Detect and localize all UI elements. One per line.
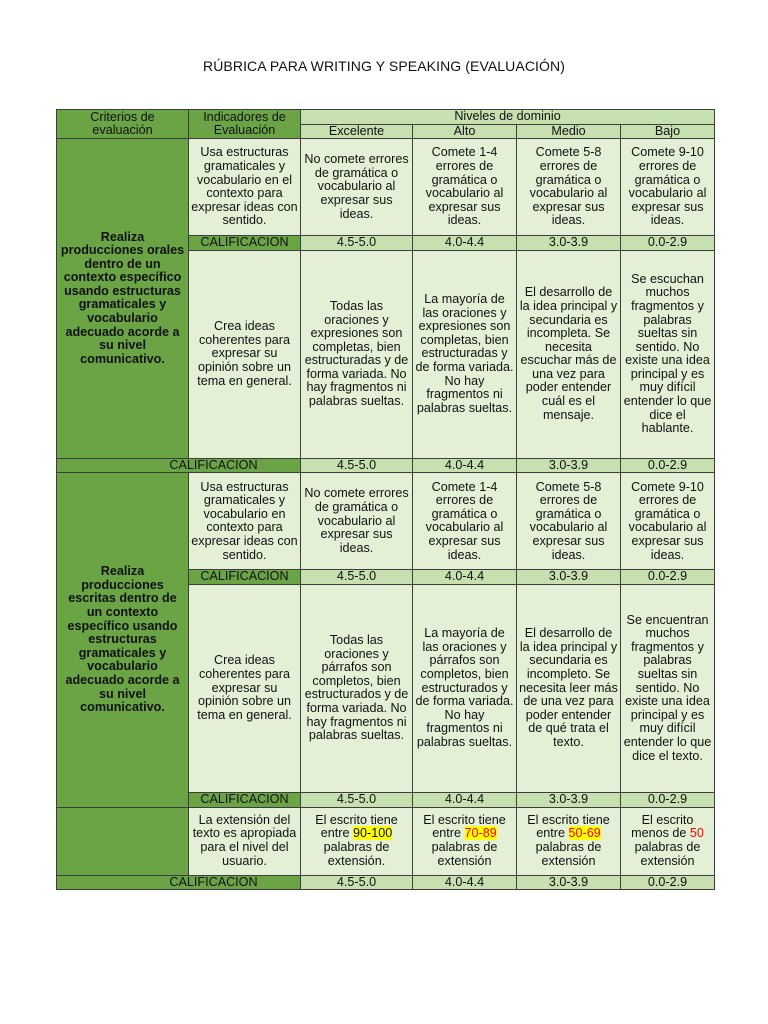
level-cell: La mayoría de las oraciones y expresiones son completas, bien estructuradas y de forma variada. No hay fragmentos ni palabras sueltas.	[413, 250, 517, 458]
grade-alto: 4.0-4.4	[413, 875, 517, 890]
grade-excelente: 4.5-5.0	[301, 875, 413, 890]
highlighted-range: 90-100	[353, 826, 393, 841]
indicator-cell: Crea ideas coherentes para expresar su opinión sobre un tema en general.	[189, 584, 301, 792]
level-cell: Comete 5-8 errores de gramática o vocabulario al expresar sus ideas.	[517, 473, 621, 570]
criterion-oral: Realiza producciones orales dentro de un contexto específico usando estructuras gramaticales y vocabulario adecuado acorde a su nivel comunicativo.	[57, 139, 189, 459]
level-cell: Comete 1-4 errores de gramática o vocabulario al expresar sus ideas.	[413, 473, 517, 570]
grade-excelente: 4.5-5.0	[301, 458, 413, 473]
level-cell: Comete 1-4 errores de gramática o vocabulario al expresar sus ideas.	[413, 139, 517, 236]
criterion-extension-empty	[57, 807, 189, 875]
level-cell: Se encuentran muchos fragmentos y palabras sueltas sin sentido. No existe una idea principal y es muy difícil entender lo que dice el texto.	[621, 584, 715, 792]
highlighted-range: 50-69	[568, 826, 601, 841]
grade-label: CALIFICACION	[57, 458, 301, 473]
grade-bajo: 0.0-2.9	[621, 792, 715, 807]
level-cell: No comete errores de gramática o vocabulario al expresar sus ideas.	[301, 473, 413, 570]
grade-medio: 3.0-3.9	[517, 792, 621, 807]
indicator-cell: Usa estructuras gramaticales y vocabulario en el contexto para expresar ideas con sentido.	[189, 139, 301, 236]
level-cell: Se escuchan muchos fragmentos y palabras sueltas sin sentido. No existe una idea principal y es muy difícil entender lo que dice el hablante.	[621, 250, 715, 458]
level-cell: Todas las oraciones y expresiones son completas, bien estructuradas y de forma variada. No hay fragmentos ni palabras sueltas.	[301, 250, 413, 458]
grade-bajo: 0.0-2.9	[621, 875, 715, 890]
grade-excelente: 4.5-5.0	[301, 792, 413, 807]
grade-medio: 3.0-3.9	[517, 570, 621, 585]
grade-medio: 3.0-3.9	[517, 236, 621, 251]
header-level-medio: Medio	[517, 124, 621, 139]
level-cell: El desarrollo de la idea principal y secundaria es incompleta. Se necesita escuchar más de una vez para poder entender cuál es el mensaje.	[517, 250, 621, 458]
indicator-cell: Crea ideas coherentes para expresar su opinión sobre un tema en general.	[189, 250, 301, 458]
header-criterios: Criterios de evaluación	[57, 110, 189, 139]
page-title: RÚBRICA PARA WRITING Y SPEAKING (EVALUACIÓN)	[203, 58, 565, 74]
rubric-table	[56, 109, 715, 890]
highlighted-range: 50	[689, 826, 704, 841]
grade-alto: 4.0-4.4	[413, 458, 517, 473]
grade-alto: 4.0-4.4	[413, 570, 517, 585]
level-cell: El escrito tiene entre 50-69 palabras de extensión	[517, 807, 621, 875]
level-cell: La mayoría de las oraciones y párrafos son completos, bien estructurados y de forma variada. No hay fragmentos ni palabras sueltas.	[413, 584, 517, 792]
indicator-cell: La extensión del texto es apropiada para el nivel del usuario.	[189, 807, 301, 875]
indicator-cell: Usa estructuras gramaticales y vocabulario en contexto para expresar ideas con sentido.	[189, 473, 301, 570]
grade-excelente: 4.5-5.0	[301, 570, 413, 585]
level-cell: El escrito tiene entre 90-100 palabras de extensión.	[301, 807, 413, 875]
grade-bajo: 0.0-2.9	[621, 458, 715, 473]
level-cell: Todas las oraciones y párrafos son completos, bien estructurados y de forma variada. No hay fragmentos ni palabras sueltas.	[301, 584, 413, 792]
grade-alto: 4.0-4.4	[413, 792, 517, 807]
level-cell: El escrito tiene entre 70-89 palabras de extensión	[413, 807, 517, 875]
grade-label: CALIFICACION	[189, 792, 301, 807]
level-cell: El desarrollo de la idea principal y secundaria es incompleto. Se necesita leer más de una vez para poder entender de qué trata el texto.	[517, 584, 621, 792]
grade-bajo: 0.0-2.9	[621, 570, 715, 585]
highlighted-range: 70-89	[464, 826, 497, 841]
level-cell: Comete 5-8 errores de gramática o vocabulario al expresar sus ideas.	[517, 139, 621, 236]
level-cell: No comete errores de gramática o vocabulario al expresar sus ideas.	[301, 139, 413, 236]
grade-bajo: 0.0-2.9	[621, 236, 715, 251]
grade-label: CALIFICACION	[189, 236, 301, 251]
grade-label: CALIFICACION	[189, 570, 301, 585]
header-level-alto: Alto	[413, 124, 517, 139]
header-niveles: Niveles de dominio	[301, 110, 715, 125]
grade-label: CALIFICACION	[57, 875, 301, 890]
header-indicadores: Indicadores de Evaluación	[189, 110, 301, 139]
header-level-excelente: Excelente	[301, 124, 413, 139]
level-cell: Comete 9-10 errores de gramática o vocabulario al expresar sus ideas.	[621, 139, 715, 236]
header-level-bajo: Bajo	[621, 124, 715, 139]
criterion-written: Realiza producciones escritas dentro de un contexto específico usando estructuras gramaticales y vocabulario adecuado acorde a su nivel comunicativo.	[57, 473, 189, 807]
grade-medio: 3.0-3.9	[517, 458, 621, 473]
grade-alto: 4.0-4.4	[413, 236, 517, 251]
grade-medio: 3.0-3.9	[517, 875, 621, 890]
grade-excelente: 4.5-5.0	[301, 236, 413, 251]
level-cell: Comete 9-10 errores de gramática o vocabulario al expresar sus ideas.	[621, 473, 715, 570]
level-cell: El escrito menos de 50 palabras de extensión	[621, 807, 715, 875]
